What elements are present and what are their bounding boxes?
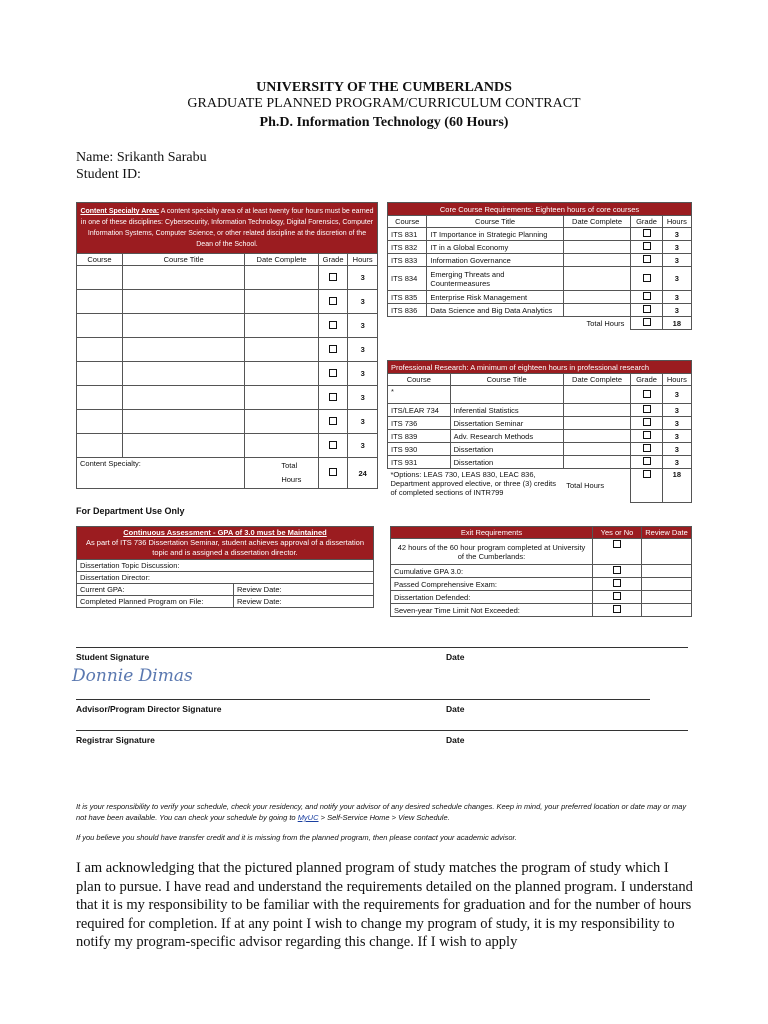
myuc-link[interactable]: MyUC: [297, 813, 319, 822]
checkbox[interactable]: [643, 405, 651, 413]
checkbox[interactable]: [329, 297, 337, 305]
registrar-signature-line: [76, 730, 688, 731]
university-title: UNIVERSITY OF THE CUMBERLANDS: [256, 80, 512, 95]
table-row: 3: [77, 338, 378, 362]
registrar-signature-label: Registrar Signature: [76, 735, 155, 745]
table-row: ITS 831 IT Importance in Strategic Planning 3: [388, 228, 692, 241]
checkbox[interactable]: [613, 592, 621, 600]
table-row: Dissertation Defended:: [391, 591, 692, 604]
exit-requirements-table: Exit Requirements Yes or No Review Date 42 hours of the 60 hour program completed at University of the Cumberlands: Cumulative GPA 3.0: Passed Comprehensive Exam: Dissertation Defended: Seven-year Time Limit Not Exceeded:: [390, 526, 692, 617]
checkbox[interactable]: [329, 321, 337, 329]
registrar-date-label: Date: [446, 735, 465, 745]
checkbox[interactable]: [329, 273, 337, 281]
checkbox[interactable]: [643, 274, 651, 282]
checkbox[interactable]: [643, 457, 651, 465]
table-row: Seven-year Time Limit Not Exceeded:: [391, 604, 692, 617]
checkbox[interactable]: [643, 418, 651, 426]
checkbox[interactable]: [613, 605, 621, 613]
table-row: ITS 930 Dissertation 3: [388, 443, 692, 456]
table-row: ITS 736 Dissertation Seminar 3: [388, 417, 692, 430]
content-specialty-table: Content Specialty Area: A content specialty area of at least twenty four hours must be earned in one of these disciplines: Cybersecurity, Information Technology, Digital Forensics, Computer Information Systems, Computer Science, or other related discipline at the discretion of the Dean of the School. Course Course Title Date Complete Grade Hours 3 3 3 3 3 3 3 3 Content Specialty: Total Hours 24: [76, 202, 378, 489]
professional-research-table: Professional Research: A minimum of eighteen hours in professional research Course Course Title Date Complete Grade Hours * 3 ITS/LEAR 734 Inferential Statistics 3 ITS 736 Dissertation Seminar 3 ITS 839 Adv. Research Methods 3 ITS 930 Dissertation 3 ITS 931 Dissertation 3 *Options: LEAS 730, LEAS 830, LEAC 836, Department approved elective, or three (3) credits of completed sections of INTR799 Total Hours 18: [387, 360, 692, 503]
table-row: ITS 839 Adv. Research Methods 3: [388, 430, 692, 443]
table-row: Cumulative GPA 3.0:: [391, 565, 692, 578]
contract-title: GRADUATE PLANNED PROGRAM/CURRICULUM CONTRACT: [187, 96, 581, 111]
table-row: ITS 832 IT in a Global Economy 3: [388, 241, 692, 254]
checkbox[interactable]: [329, 441, 337, 449]
advisor-signature-label: Advisor/Program Director Signature: [76, 704, 222, 714]
student-signature-label: Student Signature: [76, 652, 150, 662]
advisor-date-label: Date: [446, 704, 465, 714]
table-row: ITS 836 Data Science and Big Data Analytics 3: [388, 304, 692, 317]
table-row: ITS 835 Enterprise Risk Management 3: [388, 291, 692, 304]
table-row: 3: [77, 386, 378, 410]
table-row: 3: [77, 362, 378, 386]
table-row: Passed Comprehensive Exam:: [391, 578, 692, 591]
advisor-signature-line: [76, 699, 650, 700]
assessment-banner: Continuous Assessment - GPA of 3.0 must be Maintained As part of ITS 736 Dissertation Seminar, student achieves approval of a dissertation topic and is assigned a dissertation director.: [77, 527, 374, 560]
core-banner: Core Course Requirements: Eighteen hours of core courses: [388, 203, 692, 216]
checkbox[interactable]: [643, 292, 651, 300]
checkbox[interactable]: [329, 345, 337, 353]
checkbox[interactable]: [613, 579, 621, 587]
student-date-label: Date: [446, 652, 465, 662]
specialty-footer-row: Content Specialty: Total Hours 24: [77, 458, 378, 489]
table-row: ITS 834 Emerging Threats and Countermeasures 3: [388, 267, 692, 291]
checkbox[interactable]: [643, 305, 651, 313]
checkbox[interactable]: [643, 390, 651, 398]
table-row: 42 hours of the 60 hour program completed at University of the Cumberlands:: [391, 539, 692, 565]
continuous-assessment-table: Continuous Assessment - GPA of 3.0 must be Maintained As part of ITS 736 Dissertation Seminar, student achieves approval of a dissertation topic and is assigned a dissertation director. Dissertation Topic Discussion: Dissertation Director: Current GPA: Review Date: Completed Planned Program on File: Review Date:: [76, 526, 374, 608]
checkbox[interactable]: [643, 431, 651, 439]
research-options-row: *Options: LEAS 730, LEAS 830, LEAC 836, Department approved elective, or three (3) credits of completed sections of INTR799 Total Hours 18: [388, 469, 692, 503]
schedule-note: It is your responsibility to verify your schedule, check your residency, and notify your advisor of any desired schedule changes. Keep in mind, your preferred location or date may or may not have been available. You can check your schedule by going to MyUC > Self-Service Home > View Schedule.: [76, 802, 687, 822]
program-title: Ph.D. Information Technology (60 Hours): [259, 115, 509, 130]
table-row: * 3: [388, 386, 692, 404]
table-row: 3: [77, 434, 378, 458]
table-row: ITS 833 Information Governance 3: [388, 254, 692, 267]
table-row: ITS 931 Dissertation 3: [388, 456, 692, 469]
acknowledgement-paragraph: I am acknowledging that the pictured planned program of study matches the program of study which I plan to pursue. I have read and understand the requirements detailed on the planned program. I understand that it is my responsibility to be familiar with the requirements for graduation and for the number of hours required for completion. If at any point I wish to change my program of study, it is my responsibility to notify my program-specific advisor regarding this change. If I wish to apply: [76, 860, 693, 950]
checkbox[interactable]: [329, 468, 337, 476]
specialty-banner: Content Specialty Area: A content specialty area of at least twenty four hours must be earned in one of these disciplines: Cybersecurity, Information Technology, Digital Forensics, Computer Information Systems, Computer Science, or other related discipline at the discretion of the Dean of the School.: [77, 203, 378, 254]
checkbox[interactable]: [329, 417, 337, 425]
student-name: Name: Srikanth Sarabu: [76, 150, 207, 165]
dept-use-label: For Department Use Only: [76, 506, 185, 516]
checkbox[interactable]: [643, 444, 651, 452]
table-row: 3: [77, 290, 378, 314]
checkbox[interactable]: [643, 242, 651, 250]
core-course-table: Core Course Requirements: Eighteen hours of core courses Course Course Title Date Complete Grade Hours ITS 831 IT Importance in Strategic Planning 3 ITS 832 IT in a Global Economy 3 ITS 833 Information Governance 3 ITS 834 Emerging Threats and Countermeasures 3 ITS 835 Enterprise Risk Management 3 ITS 836 Data Science and Big Data Analytics 3 Total Hours 18: [387, 202, 692, 330]
checkbox[interactable]: [329, 369, 337, 377]
checkbox[interactable]: [329, 393, 337, 401]
checkbox[interactable]: [613, 566, 621, 574]
checkbox[interactable]: [643, 470, 651, 478]
table-row: 3: [77, 410, 378, 434]
table-row: 3: [77, 266, 378, 290]
table-row: ITS/LEAR 734 Inferential Statistics 3: [388, 404, 692, 417]
handwritten-signature: Donnie Dimas: [72, 666, 193, 686]
core-total-row: Total Hours 18: [388, 317, 692, 330]
table-row: 3: [77, 314, 378, 338]
checkbox[interactable]: [613, 540, 621, 548]
student-signature-line: [76, 647, 688, 648]
checkbox[interactable]: [643, 255, 651, 263]
student-id-label: Student ID:: [76, 167, 141, 182]
checkbox[interactable]: [643, 318, 651, 326]
research-banner: Professional Research: A minimum of eighteen hours in professional research: [388, 361, 692, 374]
transfer-credit-note: If you believe you should have transfer credit and it is missing from the planned program, then please contact your academic advisor.: [76, 833, 517, 842]
checkbox[interactable]: [643, 229, 651, 237]
